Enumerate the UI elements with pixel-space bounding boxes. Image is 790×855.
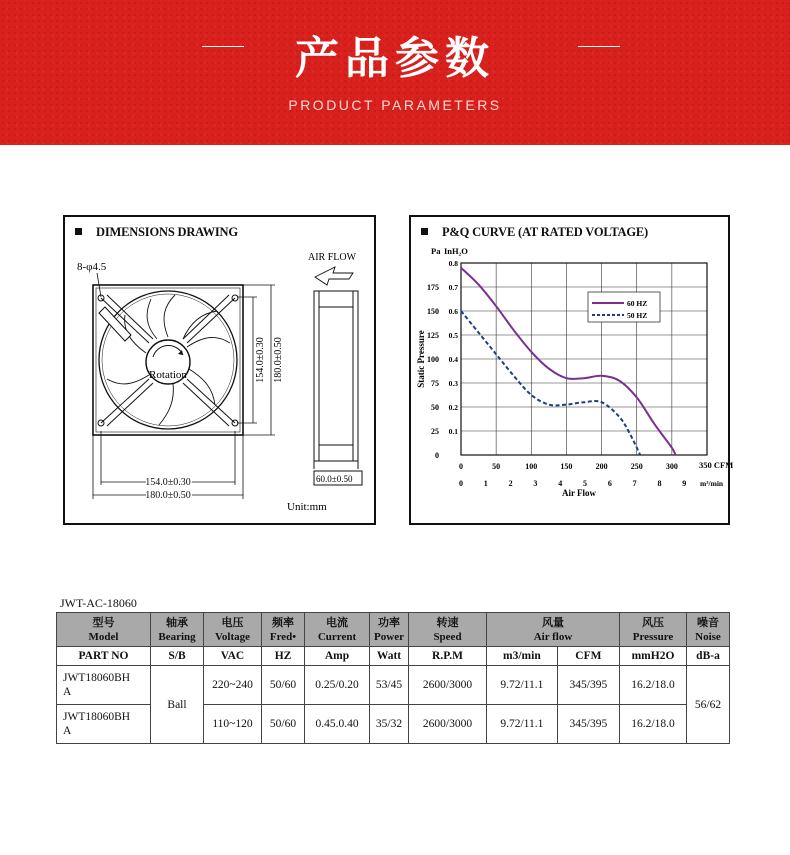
speed-cell: 2600/3000 [409, 705, 487, 744]
x-tick-m3: 0 [459, 479, 463, 488]
bearing-cell: Ball [151, 666, 204, 744]
y-tick-pa: 0 [435, 451, 439, 460]
x-unit-cfm: 350 CFM [699, 460, 734, 470]
unit-cell: VAC [204, 647, 262, 666]
unit-label: Unit:mm [287, 501, 327, 513]
y-tick-inh2o: 0.6 [448, 307, 458, 316]
airflow-cfm-cell: 345/395 [557, 705, 619, 744]
horizontal-dimensions [93, 431, 243, 499]
header-model: 型号 Model [57, 613, 151, 647]
page-title: 产品参数 [295, 33, 495, 84]
y-tick-pa: 125 [427, 331, 439, 340]
part-number: JWT18060BH A [57, 666, 151, 705]
y-tick-inh2o: 0.2 [448, 403, 458, 412]
dimensions-panel [63, 215, 376, 525]
x-unit-m3: m³/min [700, 479, 724, 488]
y-tick-pa: 25 [431, 427, 439, 436]
rotation-label: Rotation [149, 369, 187, 381]
title-rule-right [578, 46, 620, 47]
unit-cell: m3/min [487, 647, 558, 666]
header-power: 功率 Power [370, 613, 409, 647]
table-units-row [57, 647, 730, 666]
y-tick-pa: 75 [431, 379, 439, 388]
y-tick-inh2o: 0.8 [448, 259, 458, 268]
x-tick-m3: 2 [508, 479, 513, 488]
y-tick-inh2o: 0.7 [448, 283, 458, 292]
pq-heading: P&Q CURVE (AT RATED VOLTAGE) [421, 225, 648, 240]
freq-cell: 50/60 [262, 666, 305, 705]
model-series-label: JWT-AC-18060 [60, 596, 137, 610]
header-speed: 转速 Speed [409, 613, 487, 647]
header-frequency: 频率 Fred• [262, 613, 305, 647]
unit-cell: S/B [151, 647, 204, 666]
dim-outer-v: 180.0±0.50 [273, 337, 284, 383]
current-cell: 0.25/0.20 [305, 666, 370, 705]
pressure-cell: 16.2/18.0 [620, 705, 687, 744]
depth-label: 60.0±0.50 [316, 474, 353, 484]
unit-cell: mmH2O [620, 647, 687, 666]
x-tick-m3: 3 [533, 479, 538, 488]
y-tick-inh2o: 0.1 [448, 427, 458, 436]
y-tick-pa: 100 [427, 355, 439, 364]
y-unit-inh2o: InH₂O [444, 246, 468, 256]
x-tick-cfm: 100 [525, 462, 538, 471]
header-bearing: 轴承 Bearing [151, 613, 204, 647]
y-tick-inh2o: 0.4 [448, 355, 458, 364]
voltage-cell: 220~240 [204, 666, 262, 705]
unit-cell: CFM [557, 647, 619, 666]
legend-60hz: 60 HZ [627, 299, 648, 308]
x-tick-m3: 5 [583, 479, 588, 488]
x-tick-cfm: 50 [492, 462, 501, 471]
noise-cell: 56/62 [687, 666, 730, 744]
y-tick-pa: 175 [427, 283, 439, 292]
header-airflow: 风量 Air flow [487, 613, 620, 647]
freq-cell: 50/60 [262, 705, 305, 744]
x-tick-m3: 4 [558, 479, 563, 488]
header-banner [0, 0, 790, 145]
airflow-m3-cell: 9.72/11.1 [487, 666, 558, 705]
table-row [57, 666, 730, 705]
table-header-row [57, 613, 730, 647]
x-axis-title: Air Flow [561, 488, 597, 498]
x-tick-cfm: 200 [595, 462, 608, 471]
voltage-cell: 110~120 [204, 705, 262, 744]
y-tick-pa: 50 [431, 403, 439, 412]
unit-cell: HZ [262, 647, 305, 666]
dimensions-drawing [65, 217, 374, 523]
unit-cell: Watt [370, 647, 409, 666]
unit-cell: PART NO [57, 647, 151, 666]
x-tick-m3: 8 [657, 479, 662, 488]
airflow-cfm-cell: 345/395 [557, 666, 619, 705]
chart-grid [461, 263, 707, 455]
header-pressure: 风压 Pressure [620, 613, 687, 647]
air-flow-label: AIR FLOW [308, 252, 357, 263]
legend-50hz: 50 HZ [627, 311, 648, 320]
speed-cell: 2600/3000 [409, 666, 487, 705]
y-axis-title: Static Pressure [416, 330, 426, 388]
x-tick-cfm: 0 [459, 462, 463, 471]
x-tick-cfm: 300 [665, 462, 678, 471]
air-flow-arrow-icon [315, 267, 353, 285]
x-tick-m3: 7 [632, 479, 637, 488]
side-view [314, 291, 362, 485]
dim-inner-h: 154.0±0.30 [145, 477, 191, 488]
current-cell: 0.45.0.40 [305, 705, 370, 744]
hole-label: 8-φ4.5 [77, 261, 107, 273]
power-cell: 35/32 [370, 705, 409, 744]
legend [588, 292, 660, 322]
y-tick-pa: 150 [427, 307, 439, 316]
y-tick-inh2o: 0.3 [448, 379, 458, 388]
x-tick-m3: 9 [682, 479, 687, 488]
page-subtitle: PRODUCT PARAMETERS [288, 97, 502, 113]
header-current: 电流 Current [305, 613, 370, 647]
pressure-cell: 16.2/18.0 [620, 666, 687, 705]
unit-cell: Amp [305, 647, 370, 666]
header-noise: 噪音 Noise [687, 613, 730, 647]
pq-chart [411, 217, 734, 523]
power-cell: 53/45 [370, 666, 409, 705]
part-number: JWT18060BH A [57, 705, 151, 744]
header-voltage: 电压 Voltage [204, 613, 262, 647]
unit-cell: R.P.M [409, 647, 487, 666]
dim-outer-h: 180.0±0.50 [145, 490, 191, 501]
x-tick-cfm: 150 [560, 462, 573, 471]
y-unit-pa: Pa [431, 246, 441, 256]
unit-cell: dB-a [687, 647, 730, 666]
x-tick-m3: 1 [483, 479, 488, 488]
pq-curve-panel [409, 215, 734, 525]
dim-inner-v: 154.0±0.30 [255, 337, 266, 383]
y-tick-inh2o: 0.5 [448, 331, 458, 340]
spec-table [56, 612, 730, 744]
x-tick-m3: 6 [607, 479, 612, 488]
dimensions-heading: DIMENSIONS DRAWING [75, 225, 238, 240]
airflow-m3-cell: 9.72/11.1 [487, 705, 558, 744]
x-tick-cfm: 250 [630, 462, 643, 471]
